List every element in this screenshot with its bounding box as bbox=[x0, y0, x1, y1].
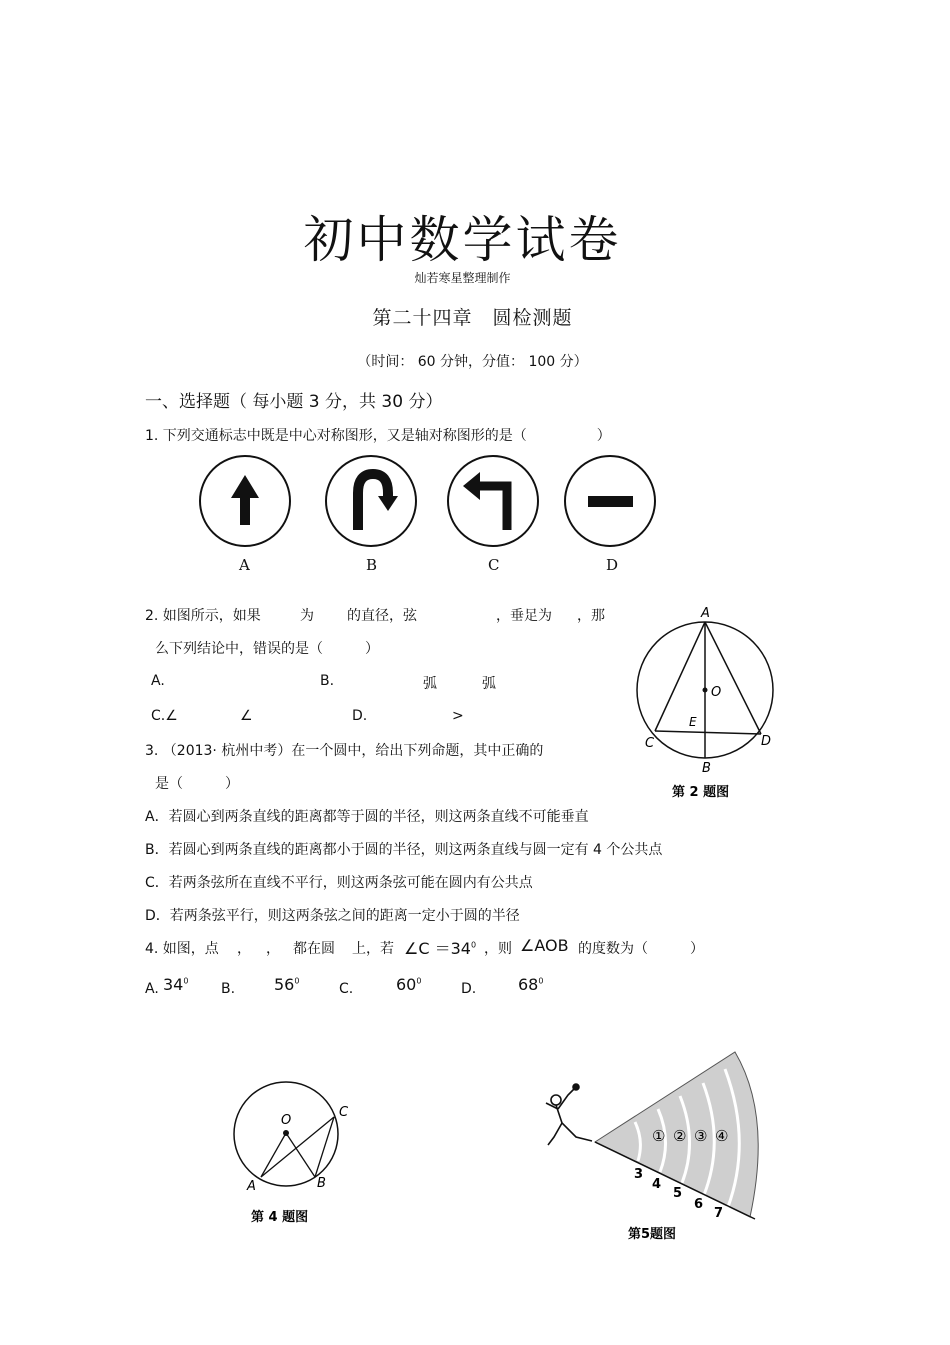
q2-center-dot bbox=[703, 688, 708, 693]
sign-label-b: B bbox=[366, 556, 378, 574]
q2-label-o: O bbox=[711, 685, 722, 700]
q4-option-a-number: 34 bbox=[163, 975, 184, 994]
q4-label-o: O bbox=[281, 1113, 292, 1128]
q2-label-c: C bbox=[645, 736, 655, 751]
question-4-angle-c-degree: 0 bbox=[470, 940, 477, 950]
zone-label-1: ① bbox=[652, 1127, 666, 1145]
distance-mark-6: 6 bbox=[694, 1197, 704, 1212]
question-4-angle-c-text: ∠C ＝34 bbox=[404, 939, 471, 958]
q4-option-c-number: 60 bbox=[396, 975, 417, 994]
shot-put-athlete-icon bbox=[546, 1084, 592, 1145]
sign-label-c: C bbox=[488, 556, 500, 574]
q2-option-d-gt: > bbox=[452, 708, 464, 724]
q3-option-b: B．若圆心到两条直线的距离都小于圆的半径，则这两条直线与圆一定有 4 个公共点 bbox=[145, 842, 663, 858]
q4-option-b-value bbox=[274, 975, 299, 994]
q4-radius-oa bbox=[261, 1133, 286, 1177]
distance-mark-7: 7 bbox=[714, 1206, 724, 1221]
q4-center-dot bbox=[283, 1130, 289, 1136]
q4-label-a: A bbox=[247, 1179, 256, 1194]
q2-option-c-angle: ∠ bbox=[240, 708, 253, 724]
q3-option-d: D．若两条弦平行，则这两条弦之间的距离一定小于圆的半径 bbox=[145, 908, 520, 924]
zone-label-2: ② bbox=[673, 1127, 687, 1145]
paper-title: 初中数学试卷 bbox=[303, 211, 622, 269]
q4-chord-ac bbox=[261, 1117, 334, 1177]
q4-option-b-degree: 0 bbox=[294, 976, 300, 986]
straight-arrow-icon bbox=[200, 456, 290, 546]
question-4-text-b: ， bbox=[237, 941, 251, 957]
zone-label-4: ④ bbox=[715, 1127, 729, 1145]
q2-chord-cd bbox=[655, 731, 761, 734]
question-4-text-d: 都在圆 bbox=[293, 941, 335, 957]
q4-option-a-value bbox=[163, 975, 188, 994]
question-2-line2: 么下列结论中，错误的是（ ） bbox=[155, 641, 379, 657]
section-heading: 一、选择题（ 每小题 3 分，共 30 分） bbox=[145, 392, 443, 412]
question-2-text-a: 2. 如图所示，如果 bbox=[145, 608, 261, 624]
q2-option-d: D. bbox=[352, 708, 368, 724]
sign-label-d: D bbox=[606, 556, 619, 574]
question-2-text-c: 的直径，弦 bbox=[347, 608, 417, 624]
distance-mark-3: 3 bbox=[634, 1167, 644, 1182]
q3-option-c: C．若两条弦所在直线不平行，则这两条弦可能在圆内有公共点 bbox=[145, 875, 533, 891]
left-turn-arrow-icon bbox=[448, 456, 538, 546]
question-2-text-d: ，垂足为 bbox=[496, 608, 552, 624]
question-2-text-e: ，那 bbox=[577, 608, 605, 624]
question-4-angle-aob: ∠AOB bbox=[520, 936, 569, 955]
zone-label-3: ③ bbox=[694, 1127, 708, 1145]
q4-radius-ob bbox=[286, 1133, 315, 1177]
q2-label-e: E bbox=[689, 715, 697, 729]
q2-figure bbox=[628, 600, 788, 810]
u-turn-arrow-icon bbox=[326, 456, 416, 546]
question-4-text-i: 的度数为（ ） bbox=[578, 941, 704, 957]
q2-option-c: C.∠ bbox=[151, 708, 178, 724]
q4-option-d-degree: 0 bbox=[538, 976, 544, 986]
q5-figure-caption: 第5题图 bbox=[628, 1227, 677, 1242]
sign-label-a: A bbox=[239, 556, 250, 574]
question-4-text-c: ， bbox=[266, 941, 280, 957]
question-4-angle-c bbox=[404, 936, 476, 959]
no-entry-bar-icon bbox=[565, 456, 655, 546]
distance-mark-5: 5 bbox=[673, 1186, 683, 1201]
q4-label-b: B bbox=[317, 1176, 326, 1191]
q2-option-b-arc2: 弧 bbox=[482, 676, 496, 692]
question-4-text-a: 4. 如图，点 bbox=[145, 941, 219, 957]
q4-option-b-letter: B. bbox=[221, 981, 236, 997]
q2-option-b: B. bbox=[320, 673, 335, 689]
q4-figure bbox=[225, 1080, 365, 1230]
q2-figure-caption: 第 2 题图 bbox=[672, 785, 730, 800]
traffic-signs bbox=[180, 448, 680, 583]
q2-chord-ad bbox=[705, 622, 761, 734]
question-4-text-g: ，则 bbox=[484, 941, 512, 957]
time-score-info: （时间： 60 分钟，分值： 100 分） bbox=[357, 354, 588, 370]
chapter-heading: 第二十四章 圆检测题 bbox=[372, 307, 573, 329]
q5-figure bbox=[540, 1045, 770, 1245]
question-1-text: 1. 下列交通标志中既是中心对称图形，又是轴对称图形的是（ ） bbox=[145, 428, 611, 444]
q2-label-d: D bbox=[761, 734, 772, 749]
q4-option-c-degree: 0 bbox=[416, 976, 422, 986]
q4-option-d-value bbox=[518, 975, 543, 994]
q4-option-c-letter: C. bbox=[339, 981, 354, 997]
q2-label-b: B bbox=[702, 761, 711, 776]
q4-option-a-degree: 0 bbox=[183, 976, 189, 986]
q2-option-b-arc1: 弧 bbox=[423, 676, 437, 692]
q4-label-c: C bbox=[339, 1105, 349, 1120]
q4-option-d-letter: D. bbox=[461, 981, 477, 997]
question-4-text-e: 上，若 bbox=[352, 941, 394, 957]
question-3-line1: 3. （2013· 杭州中考）在一个圆中，给出下列命题，其中正确的 bbox=[145, 743, 544, 759]
q4-figure-caption: 第 4 题图 bbox=[251, 1210, 309, 1225]
q4-option-b-number: 56 bbox=[274, 975, 295, 994]
q4-option-d-number: 68 bbox=[518, 975, 539, 994]
question-2-text-b: 为 bbox=[300, 608, 314, 624]
paper-subtitle: 灿若寒星整理制作 bbox=[414, 271, 511, 285]
distance-mark-4: 4 bbox=[652, 1177, 662, 1192]
q3-option-a: A．若圆心到两条直线的距离都等于圆的半径，则这两条直线不可能垂直 bbox=[145, 809, 589, 825]
q2-chord-ac bbox=[655, 622, 705, 731]
q2-option-a: A. bbox=[151, 673, 165, 689]
question-3-line2: 是（ ） bbox=[155, 776, 239, 792]
q2-label-a: A bbox=[701, 606, 710, 621]
q4-option-a-letter: A. bbox=[145, 981, 159, 997]
q4-option-c-value bbox=[396, 975, 421, 994]
